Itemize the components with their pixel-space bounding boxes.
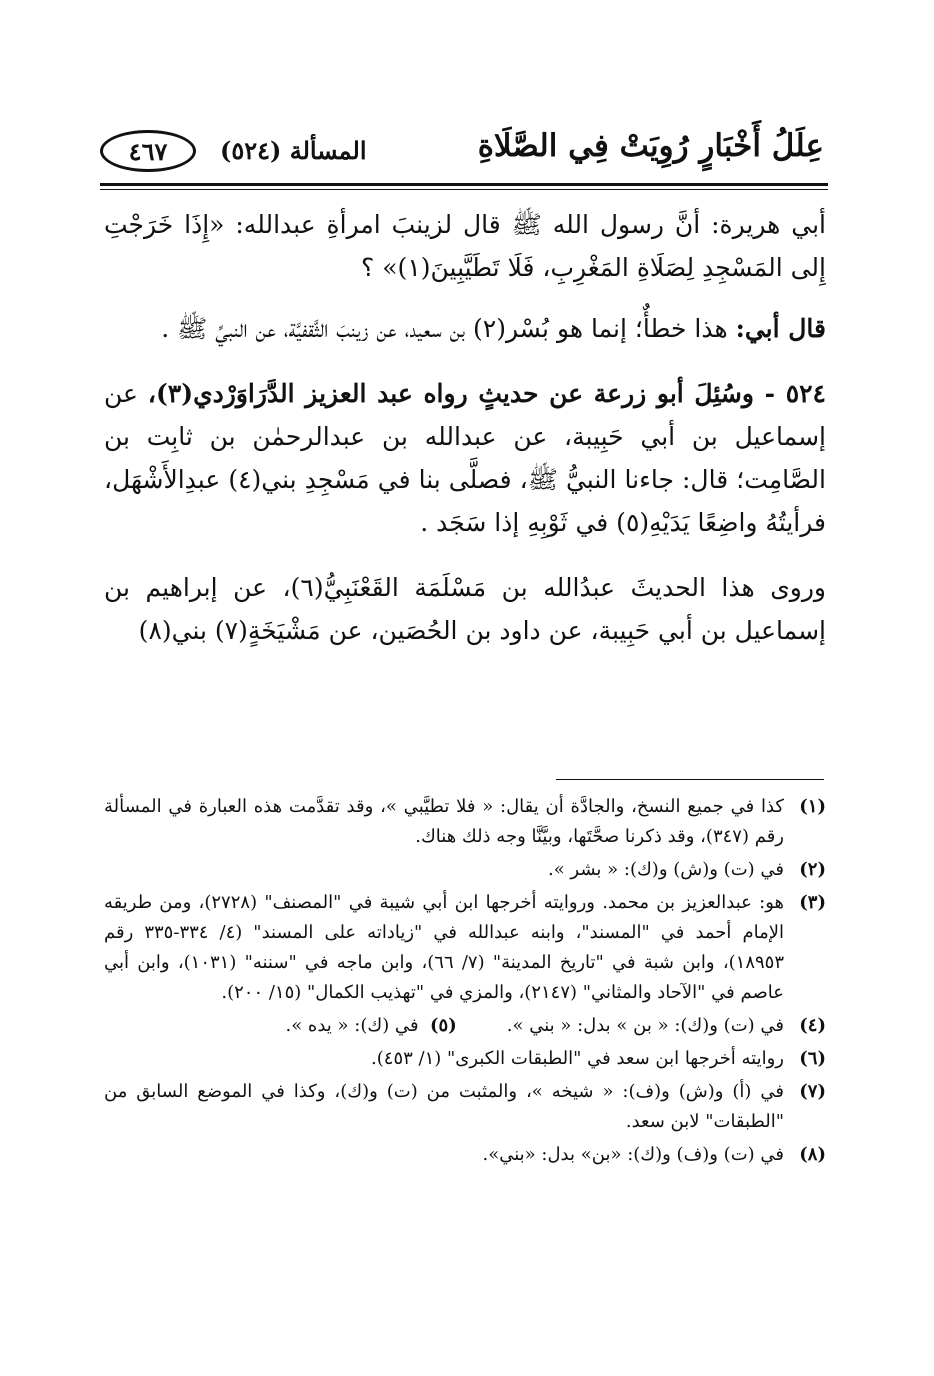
footnote xyxy=(104,1044,826,1074)
footnote-text: في (ت) و(ش) و(ك): « بشر ». xyxy=(547,859,784,880)
footnote-text: في (أ) و(ش) و(ف): « شيخه »، والمثبت من (ت) و(ك)، وكذا في الموضع السابق من "الطبقات" لابن سعد. xyxy=(104,1081,784,1132)
paragraph-2 xyxy=(104,307,826,350)
paragraph-4 xyxy=(104,566,826,652)
footnote-text: روايته أخرجها ابن سعد في "الطبقات الكبرى" (١/ ٤٥٣). xyxy=(371,1048,784,1069)
footnote-text: هو: عبدالعزيز بن محمد. وروايته أخرجها ابن أبي شيبة في "المصنف" (٢٧٢٨)، ومن طريقه الإمام أحمد في "المسند"، وابنه عبدالله في "زياداته على المسند" (٤/ ٣٣٤-٣٣٥ رقم ١٨٩٥٣)، وابن شبة في "تاريخ المدينة" (٧/ ٦٦)، وابن ماجه في "سننه" (١٠٣١)، وابن أبي عاصم في "الآحاد والمثاني" (٢١٤٧)، والمزي في "تهذيب الكمال" (١٥/ ٢٠٠). xyxy=(104,892,785,1003)
footnote-text: في (ك): « يده ». xyxy=(285,1015,419,1036)
paragraph-4-text: وروى هذا الحديثَ عبدُالله بن مَسْلَمَة القَعْنَبِيُّ(٦)، عن إبراهيم بن إسماعيل بن أبي حَبِيبة، عن داود بن الحُصَين، عن مَشْيَخَةٍ(٧) بني(٨) xyxy=(104,573,827,645)
footnote xyxy=(104,855,826,885)
footnote-number: (٣) xyxy=(799,892,826,913)
page-header xyxy=(100,120,824,180)
page-number-oval xyxy=(100,130,196,172)
paragraph-1 xyxy=(104,203,826,289)
footnote xyxy=(104,1011,826,1041)
header-rule-thin xyxy=(100,189,828,190)
footnote xyxy=(104,792,826,852)
footnote-number: (٤) xyxy=(799,1015,826,1036)
running-title: عِلَلُ أَخْبَارٍ رُوِيَتْ فِي الصَّلَاةِ xyxy=(477,128,824,164)
footnote-number: (٨) xyxy=(799,1144,826,1165)
main-text xyxy=(104,203,826,674)
question-heading: ٥٢٤ - وسُئِلَ أبو زرعة عن حديثٍ رواه عبد العزيز الدَّرَاوَرْدي(٣)، xyxy=(147,379,826,408)
footnote xyxy=(104,888,826,1008)
footnotes xyxy=(104,792,826,1173)
paragraph-3 xyxy=(104,372,826,544)
footnote-separator xyxy=(556,779,824,780)
header-rule xyxy=(100,183,828,186)
paragraph-2-text: هذا خطأٌ؛ إنما هو بُسْر(٢) بن سعيد، عن زينبَ الثَّقفيَّة، عن النبيِّ ﷺ . xyxy=(161,314,736,343)
footnote xyxy=(104,1140,826,1170)
paragraph-1-text: أبي هريرة: أنَّ رسول الله ﷺ قال لزينبَ امرأةِ عبدالله: «إِذَا خَرَجْتِ إِلى المَسْجِدِ لِصَلَاةِ المَغْرِبِ، فَلَا تَطَيَّبِينَ(١)» ؟ xyxy=(104,210,826,282)
footnote-text: في (ت) و(ف) و(ك): «بن» بدل: «بني». xyxy=(482,1144,784,1165)
footnote xyxy=(104,1077,826,1137)
footnote-number: (٢) xyxy=(799,859,826,880)
footnote-number: (٦) xyxy=(799,1048,826,1069)
issue-number: المسألة (٥٢٤) xyxy=(220,136,367,165)
footnote-text: في (ت) و(ك): « بن » بدل: « بني ». xyxy=(506,1015,784,1036)
paragraph-3-text: عن إسماعيل بن أبي حَبِيبة، عن عبدالله بن عبدالرحمٰن بن ثابِت بن الصَّامِت؛ قال: جاءنا النبيُّ ﷺ، فصلَّى بنا في مَسْجِدِ بني(٤) عبدِالأَشْهَل، فرأيتُهُ واضِعًا يَدَيْهِ(٥) في ثَوْبِهِ إذا سَجَد . xyxy=(104,379,826,537)
footnote-text: كذا في جميع النسخ، والجادَّة أن يقال: « فلا تطيَّبي »، وقد تقدَّمت هذه العبارة في المسألة رقم (٣٤٧)، وقد ذكرنا صحَّتَها، وبيَّنَّا وجه ذلك هناك. xyxy=(104,796,784,847)
footnote-text-combined xyxy=(104,1011,784,1041)
footnote-number: (٥) xyxy=(430,1015,457,1036)
footnote-number: (١) xyxy=(799,796,826,817)
page-number: ٤٦٧ xyxy=(128,136,168,166)
paragraph-2-lead: قال أبي: xyxy=(735,314,826,343)
footnote-number: (٧) xyxy=(799,1081,826,1102)
